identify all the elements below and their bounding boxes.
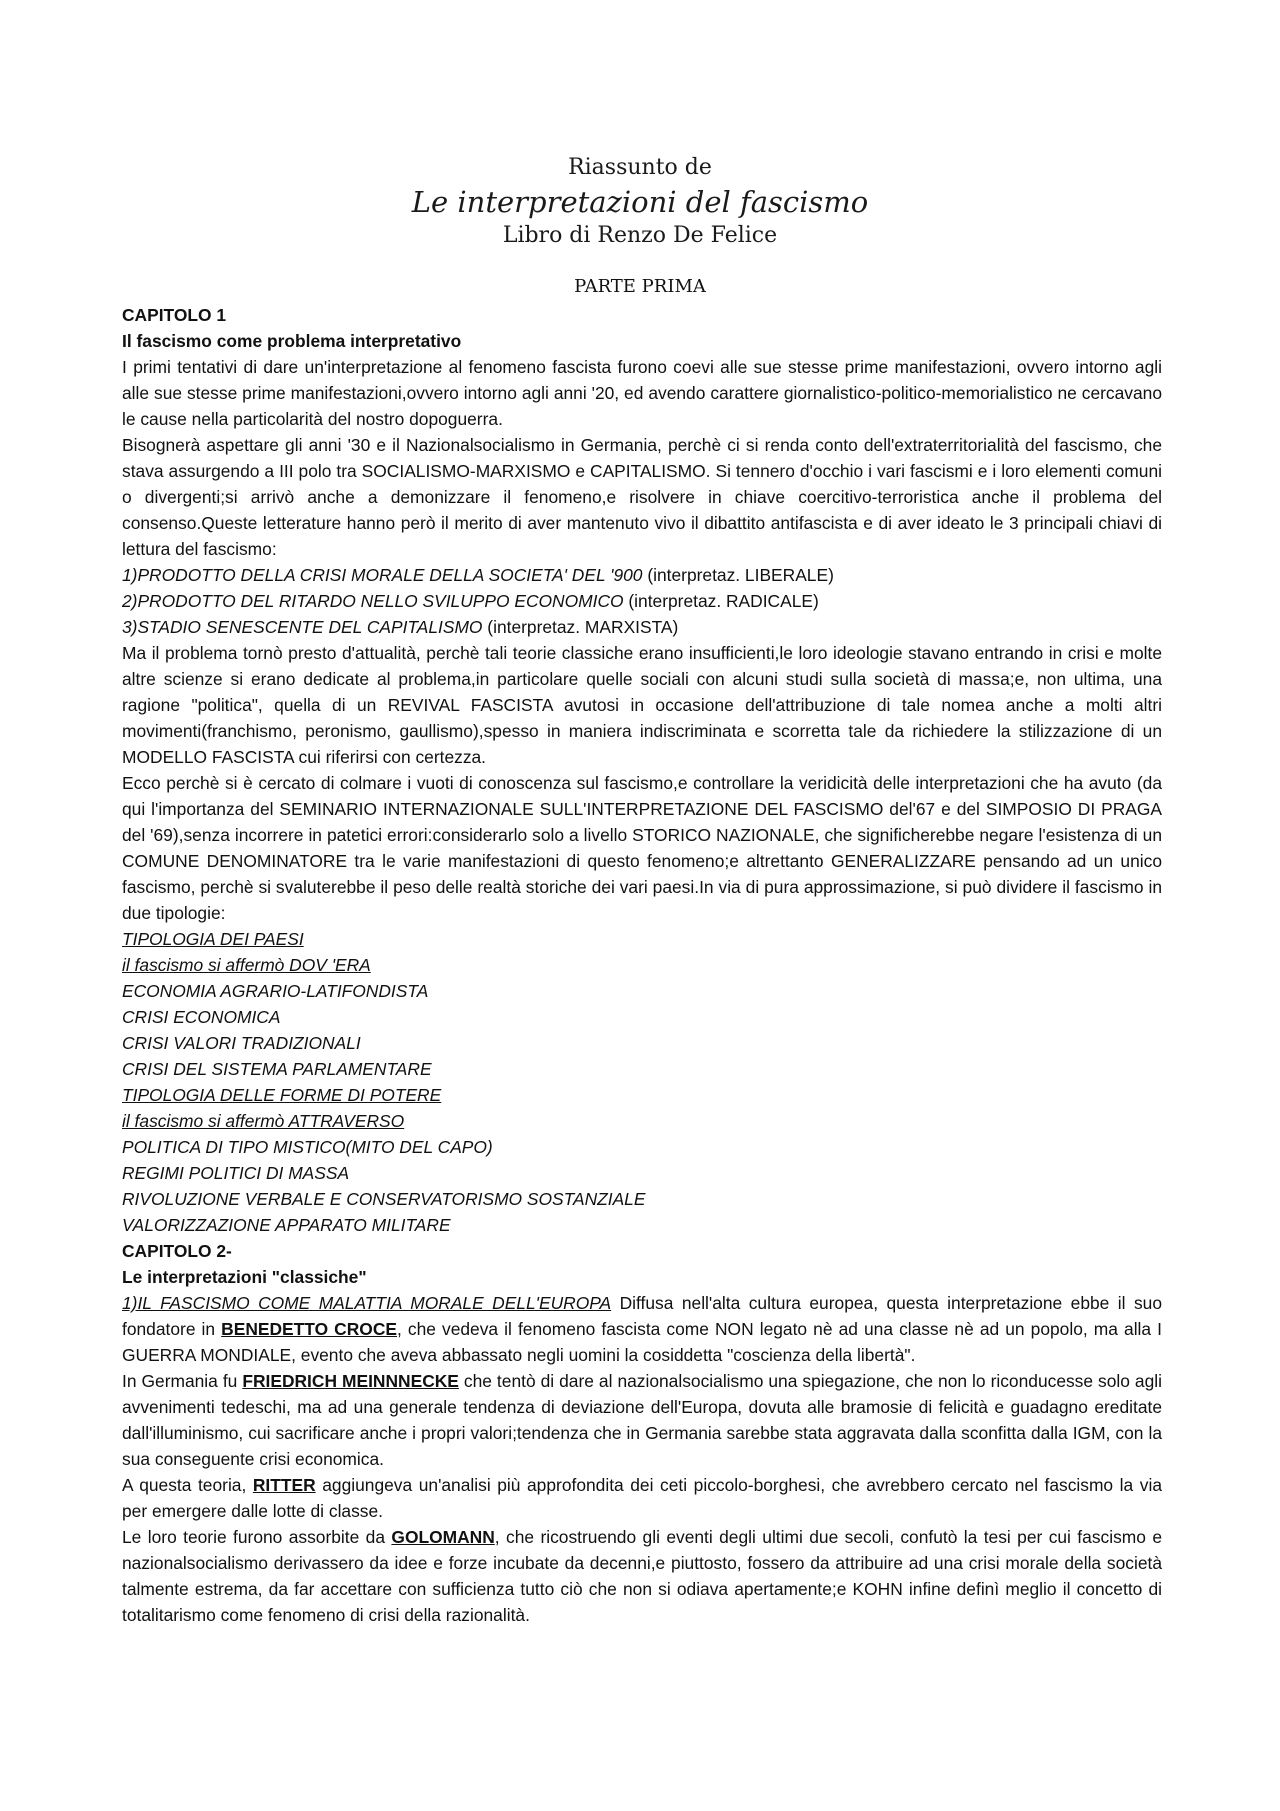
interpretation-lead: 1)IL FASCISMO COME MALATTIA MORALE DELL'EUROPA <box>122 1293 612 1313</box>
list-item: CRISI DEL SISTEMA PARLAMENTARE <box>122 1059 432 1079</box>
key-title: 1)PRODOTTO DELLA CRISI MORALE DELLA SOCIETA' DEL '900 <box>122 565 643 585</box>
paragraph <box>122 1524 1162 1628</box>
part-heading: PARTE PRIMA <box>574 276 706 297</box>
key-type: (interpretaz. LIBERALE) <box>642 565 834 585</box>
text-run: , che vedeva il fenomeno fascista come NON legato nè ad una classe nè ad un popolo, ma alla I GUERRA MONDIALE, evento che aveva abbassato negli uomini la cosiddetta "coscienza della libertà". <box>122 1319 1162 1365</box>
paragraph: Ma il problema tornò presto d'attualità, perchè tali teorie classiche erano insufficienti,le loro ideologie stavano entrando in crisi e molte altre scienze si erano dedicate al problema,in particolare quelle sociali con alcuni studi sulla società di massa;e, non ultima, una ragione "politica", quella di un REVIVAL FASCISTA avutosi in occasione dell'attribuzione di tale nomea anche a molti altri movimenti(franchismo, peronismo, gaullismo),spesso in maniera indiscriminata e scorretta tale da richiedere la stilizzazione di un MODELLO FASCISTA cui riferirsi con certezza. <box>122 643 1162 767</box>
interpretation-key-3 <box>122 614 1162 640</box>
text-run: aggiungeva un'analisi più approfondita dei ceti piccolo-borghesi, che avrebbero cercato nel fascismo la via per emergere dalle lotte di classe. <box>122 1475 1162 1521</box>
paragraph <box>122 1472 1162 1524</box>
paragraph: I primi tentativi di dare un'interpretazione al fenomeno fascista furono coevi alle sue stesse prime manifestazioni, ovvero intorno agli alle sue stesse prime manifestazioni,ovvero intorno agli anni '20, ed avendo carattere giornalistico-politico-memorialistico ne cercavano le cause nella particolarità del nostro dopoguerra. <box>122 357 1162 429</box>
key-type: (interpretaz. RADICALE) <box>623 591 819 611</box>
interpretation-key-1 <box>122 562 1162 588</box>
list-item: POLITICA DI TIPO MISTICO(MITO DEL CAPO) <box>122 1137 493 1157</box>
paragraph: Ecco perchè si è cercato di colmare i vuoti di conoscenza sul fascismo,e controllare la veridicità delle interpretazioni che ha avuto (da qui l'importanza del SEMINARIO INTERNAZIONALE SULL'INTERPRETAZIONE DEL FASCISMO del'67 e del SIMPOSIO DI PRAGA del '69),senza incorrere in patetici errori:considerarlo solo a livello STORICO NAZIONALE, che significherebbe negare l'esistenza di un COMUNE DENOMINATORE tra le varie manifestazioni di questo fenomeno;e altrettanto GENERALIZZARE pensando ad un unico fascismo, perchè si svaluterebbe il peso delle realtà storiche dei vari paesi.In via di pura approssimazione, si può dividere il fascismo in due tipologie: <box>122 773 1162 923</box>
paragraph: Bisognerà aspettare gli anni '30 e il Nazionalsocialismo in Germania, perchè ci si renda conto dell'extraterritorialità del fascismo, che stava assurgendo a III polo tra SOCIALISMO-MARXISMO e CAPITALISMO. Si tennero d'occhio i vari fascismi e i loro elementi comuni o divergenti;si arrivò anche a demonizzare il fenomeno,e risolvere in chiave coercitivo-terroristica anche il problema del consenso.Queste letterature hanno però il merito di aver mantenuto vivo il dibattito antifascista e di aver ideato le 3 principali chiavi di lettura del fascismo: <box>122 435 1162 559</box>
list-item: ECONOMIA AGRARIO-LATIFONDISTA <box>122 981 429 1001</box>
text-run: Le loro teorie furono assorbite da <box>122 1527 392 1547</box>
key-title: 2)PRODOTTO DEL RITARDO NELLO SVILUPPO ECONOMICO <box>122 591 624 611</box>
key-title: 3)STADIO SENESCENTE DEL CAPITALISMO <box>122 617 483 637</box>
author-name: RITTER <box>252 1475 316 1495</box>
typology-heading: TIPOLOGIA DELLE FORME DI POTERE <box>122 1085 442 1105</box>
list-item: CRISI VALORI TRADIZIONALI <box>122 1033 361 1053</box>
author-name: BENEDETTO CROCE <box>221 1319 397 1339</box>
text-run: che tentò di dare al nazionalsocialismo una spiegazione, che non lo riconducesse solo agli avvenimenti tedeschi, ma ad una generale tendenza di deviazione dell'Europa, dovuta alle bramosie di felicità e guadagno ereditate dall'illuminismo, cui sacrificare anche i propri valori;tendenza che in Germania sarebbe stata aggravata dalla sconfitta dalla IGM, con la sua conseguente crisi economica. <box>122 1371 1162 1469</box>
interpretation-key-2 <box>122 588 1162 614</box>
text-run: In Germania fu <box>122 1371 243 1391</box>
text-run: , che ricostruendo gli eventi degli ultimi due secoli, confutò la tesi per cui fascismo e nazionalsocialismo derivassero da idee e forze incubate da decenni,e piuttosto, fossero da attribuire ad una crisi morale della società talmente estrema, da far accettare con sufficienza tutto ciò che non si odiava apertamente;e KOHN infine definì meglio il concetto di totalitarismo come fenomeno di crisi della razionalità. <box>122 1527 1162 1625</box>
chapter-1-subtitle: Il fascismo come problema interpretativo <box>122 331 462 351</box>
typology-subheading: il fascismo si affermò DOV 'ERA <box>122 955 371 975</box>
book-title: Le interpretazioni del fascismo <box>411 185 869 219</box>
document-title-block <box>0 152 1280 252</box>
chapter-2-label: CAPITOLO 2- <box>122 1241 232 1261</box>
chapter-1-label: CAPITOLO 1 <box>122 305 227 325</box>
paragraph <box>122 1368 1162 1472</box>
list-item: RIVOLUZIONE VERBALE E CONSERVATORISMO SOSTANZIALE <box>122 1189 646 1209</box>
paragraph <box>122 1290 1162 1368</box>
key-type: (interpretaz. MARXISTA) <box>482 617 679 637</box>
chapter-2-subtitle: Le interpretazioni "classiche" <box>122 1267 367 1287</box>
list-item: REGIMI POLITICI DI MASSA <box>122 1163 350 1183</box>
text-run: Diffusa nell'alta cultura europea, questa interpretazione ebbe il suo fondatore in <box>122 1293 1163 1339</box>
author-name: GOLOMANN <box>391 1527 495 1547</box>
title-line-1: Riassunto de <box>568 155 712 180</box>
typology-subheading: il fascismo si affermò ATTRAVERSO <box>122 1111 405 1131</box>
title-author-line: Libro di Renzo De Felice <box>502 223 778 248</box>
typology-heading: TIPOLOGIA DEI PAESI <box>122 929 304 949</box>
list-item: CRISI ECONOMICA <box>122 1007 281 1027</box>
text-run: A questa teoria, <box>122 1475 253 1495</box>
document-body <box>122 302 1162 1628</box>
author-name: FRIEDRICH MEINNNECKE <box>242 1371 459 1391</box>
list-item: VALORIZZAZIONE APPARATO MILITARE <box>122 1215 451 1235</box>
